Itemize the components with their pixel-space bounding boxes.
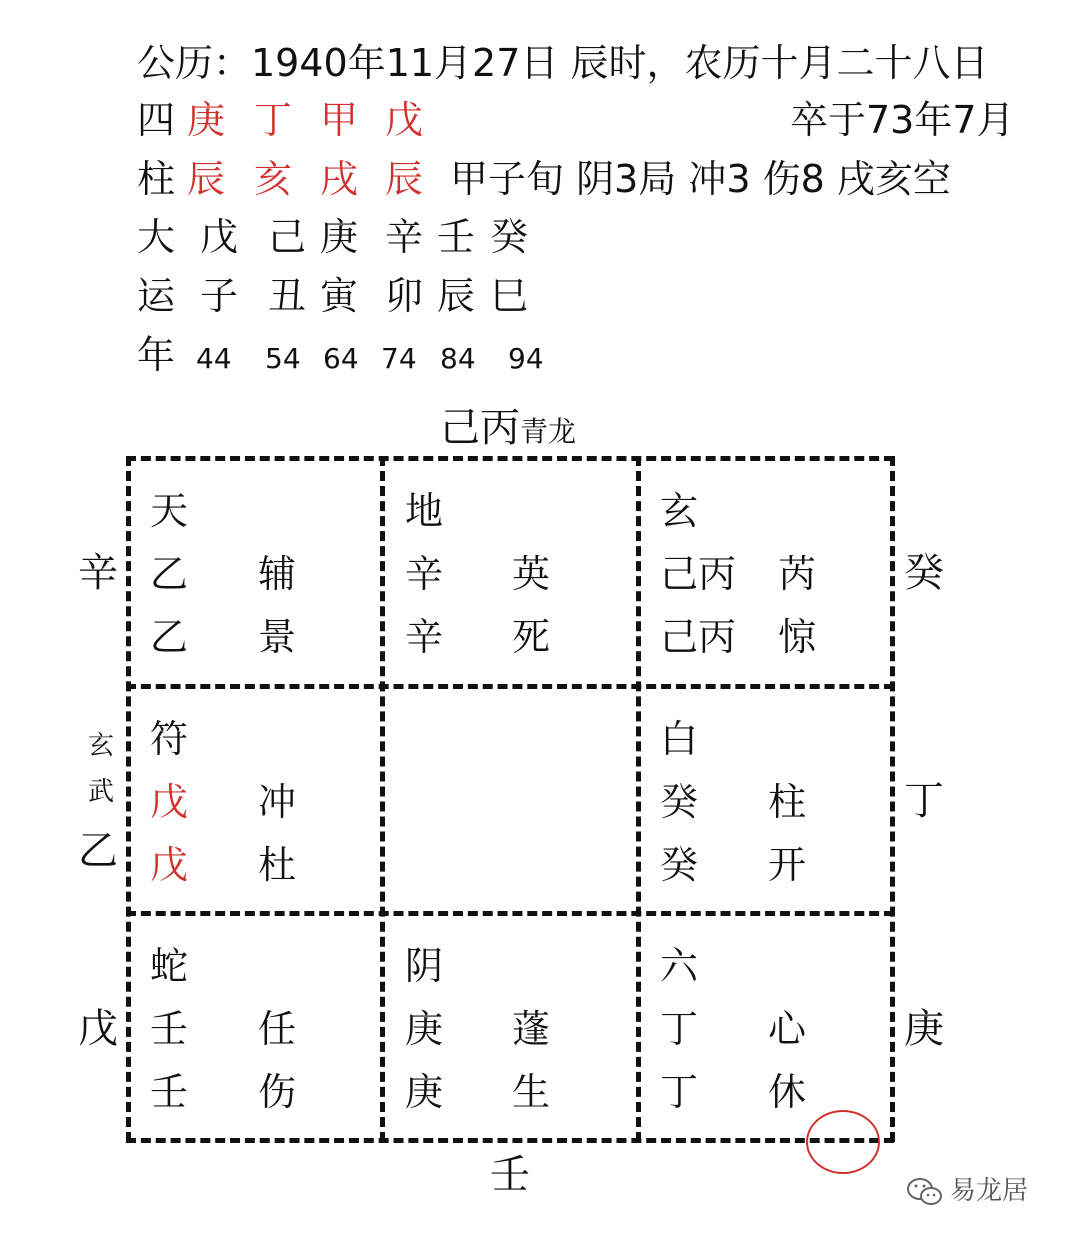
day-branch: 戌 — [320, 157, 359, 201]
dayun-age: 44 — [196, 342, 232, 375]
cell-door: 惊 — [778, 615, 817, 659]
hour-branch: 辰 — [385, 157, 424, 201]
grid-line — [636, 456, 641, 1142]
left-mid-god-2: 武 — [88, 777, 115, 807]
month-stem: 丁 — [254, 98, 293, 142]
day-stem: 甲 — [320, 98, 359, 142]
cell-door: 休 — [768, 1070, 807, 1114]
cell-stem: 戊 — [150, 780, 189, 824]
right-bottom-label: 庚 — [904, 1006, 944, 1052]
dayun-branch: 寅 — [320, 274, 359, 318]
dayun-stem: 壬 — [437, 215, 476, 259]
left-top-label: 辛 — [78, 550, 118, 596]
chart-bottom-label: 壬 — [490, 1152, 530, 1198]
cell-god: 天 — [150, 489, 189, 533]
cell-stem: 癸 — [660, 780, 699, 824]
right-mid-label: 丁 — [904, 778, 944, 824]
cell-star: 柱 — [768, 780, 807, 824]
highlight-circle — [806, 1110, 880, 1174]
dayun-stem: 辛 — [385, 215, 424, 259]
cell-door: 景 — [258, 615, 297, 659]
cell-stem: 乙 — [150, 552, 189, 596]
left-mid-label: 乙 — [78, 828, 118, 874]
calendar-line: 公历：1940年11月27日 辰时，农历十月二十八日 — [137, 41, 989, 85]
cell-stem: 辛 — [405, 615, 444, 659]
cell-star: 心 — [768, 1007, 807, 1051]
death-note: 卒于73年7月 — [790, 98, 1015, 142]
cell-god: 白 — [660, 717, 699, 761]
year-stem: 庚 — [187, 98, 226, 142]
dayun-age: 84 — [440, 342, 476, 375]
year-branch: 辰 — [187, 157, 226, 201]
grid-line — [126, 456, 894, 461]
grid-line — [380, 456, 385, 1142]
dayun-branch: 辰 — [437, 274, 476, 318]
cell-star: 任 — [258, 1007, 297, 1051]
cell-star: 冲 — [258, 780, 297, 824]
dayun-age: 64 — [323, 342, 359, 375]
pillars-label-2: 柱 — [137, 157, 176, 201]
grid-line — [126, 456, 131, 1142]
cell-star: 蓬 — [512, 1007, 551, 1051]
watermark-text: 易龙居 — [950, 1176, 1029, 1206]
dayun-label-1: 大 — [137, 215, 176, 259]
grid-line — [126, 1138, 894, 1143]
pillars-label-1: 四 — [137, 98, 176, 142]
cell-god: 蛇 — [150, 944, 189, 988]
dayun-branch: 巳 — [490, 274, 529, 318]
cell-god: 地 — [405, 489, 444, 533]
chart-top-stems: 己丙 — [440, 405, 520, 451]
cell-god: 玄 — [660, 489, 699, 533]
cell-stem: 丁 — [660, 1070, 699, 1114]
dayun-branch: 卯 — [385, 274, 424, 318]
cell-stem: 己丙 — [660, 552, 737, 596]
cell-door: 伤 — [258, 1070, 297, 1114]
cell-stem: 辛 — [405, 552, 444, 596]
cell-stem: 丁 — [660, 1007, 699, 1051]
grid-line — [890, 456, 895, 1142]
left-mid-god-1: 玄 — [88, 731, 115, 761]
cell-stem: 癸 — [660, 843, 699, 887]
cell-door: 生 — [512, 1070, 551, 1114]
dayun-stem: 癸 — [490, 215, 529, 259]
left-bottom-label: 戊 — [78, 1006, 118, 1052]
dayun-label-3: 年 — [137, 333, 176, 377]
dayun-age: 94 — [508, 342, 544, 375]
cell-god: 符 — [150, 717, 189, 761]
wechat-icon — [905, 1176, 945, 1208]
dayun-age: 54 — [265, 342, 301, 375]
cell-stem: 壬 — [150, 1007, 189, 1051]
cell-god: 六 — [660, 944, 699, 988]
ju-info: 甲子旬 阴3局 冲3 伤8 戌亥空 — [450, 157, 951, 201]
chart-top-god: 青龙 — [520, 415, 577, 448]
cell-stem: 庚 — [405, 1070, 444, 1114]
cell-god: 阴 — [405, 944, 444, 988]
cell-stem: 庚 — [405, 1007, 444, 1051]
dayun-stem: 庚 — [320, 215, 359, 259]
right-top-label: 癸 — [904, 550, 944, 596]
cell-door: 开 — [768, 843, 807, 887]
cell-door: 死 — [512, 615, 551, 659]
grid-line — [126, 684, 894, 689]
grid-line — [126, 911, 894, 916]
cell-stem: 己丙 — [660, 615, 737, 659]
dayun-stem: 己 — [268, 215, 307, 259]
cell-star: 英 — [512, 552, 551, 596]
dayun-age: 74 — [381, 342, 417, 375]
cell-stem: 戊 — [150, 843, 189, 887]
month-branch: 亥 — [254, 157, 293, 201]
dayun-stem: 戊 — [200, 215, 239, 259]
dayun-label-2: 运 — [137, 274, 176, 318]
cell-star: 辅 — [258, 552, 297, 596]
dayun-branch: 子 — [200, 274, 239, 318]
cell-door: 杜 — [258, 843, 297, 887]
hour-stem: 戊 — [385, 98, 424, 142]
cell-stem: 乙 — [150, 615, 189, 659]
cell-star: 芮 — [778, 552, 817, 596]
cell-stem: 壬 — [150, 1070, 189, 1114]
chart-top-label — [440, 405, 577, 451]
dayun-branch: 丑 — [268, 274, 307, 318]
